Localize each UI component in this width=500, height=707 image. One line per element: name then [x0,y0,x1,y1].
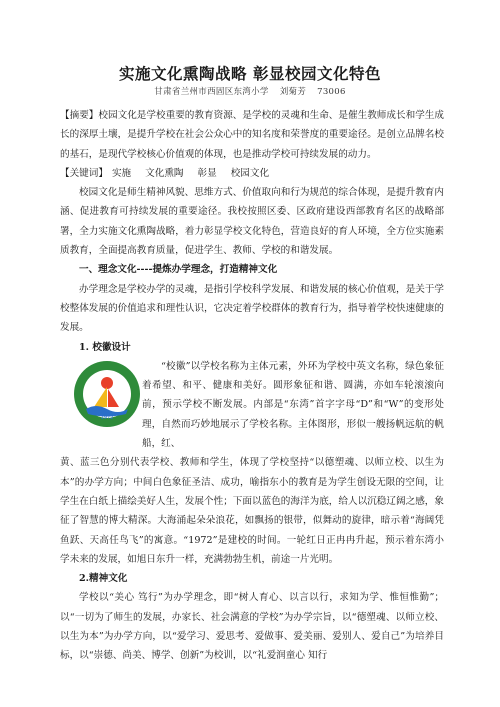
spirit-paragraph: 学校以“美心 笃行”为办学理念，即“树人育心、以言以行，求知为学、惟恒惟勤”；以“一切为了师生的发展，办家长、社会满意的学校”为办学宗旨，以“德塑魂、以师立校、以生为本”为办学方向，以“爱学习、爱思考、爱做事、爱美丽、爱别人、爱自己”为培养目标，以“崇德、尚美、博学、创新”为校训，以“礼爱润童心 知行 [60,592,444,662]
abstract-paragraph: 【摘要】校园文化是学校重要的教育资源、是学校的灵魂和生命、是催生教师成长和学生成长的深厚土壤，是提升学校在社会公众心中的知名度和荣誉度的重要途径。是创立品牌名校的基石，是现代学校核心价值观的体现，也是推动学校可持续发展的动力。 [60,110,444,160]
badge-paragraph-wrapped: “校徽”以学校名称为主体元素，外环为学校中英文名称，绿色象征着希望、和平、健康和美好。圆形象征和谐、圆满，亦如车轮滚滚向前，预示学校不断发展。内部是“东湾”首字字母“D”和“W”的变形处理，自然而巧妙地展示了学校名称。主体图形，形似一艘扬帆远航的帆船，红、 [142,360,444,450]
badge-block [60,357,444,453]
subsection-heading: 2.精神文化 [79,573,128,585]
byline [0,85,500,97]
school-badge-logo [72,359,142,429]
byline-zip: 73006 [317,87,346,97]
subsection-heading: 1. 校徽设计 [79,341,131,353]
keywords-label: 【关键词】 [60,167,108,179]
byline-author: 刘菊芳 [279,87,307,97]
page-title: 实施文化熏陶战略 彰显校园文化特色 [119,64,381,83]
section-heading: 一、理念文化----提炼办学理念，打造精神文化 [79,264,278,276]
byline-school: 甘肃省兰州市西固区东湾小学 [154,87,269,97]
keyword: 文化熏陶 [145,167,184,179]
badge-year: 1972 [100,414,114,421]
keyword: 实施 [111,167,132,179]
keyword: 彰显 [197,167,217,179]
keyword: 校园文化 [230,167,270,179]
section-paragraph: 办学理念是学校办学的灵魂，是指引学校科学发展、和谐发展的核心价值观，是关于学校整体发展的价值追求和理性认识，它决定着学校群体的教育行为，指导着学校快速健康的发展。 [60,283,444,334]
keywords-line [60,164,444,183]
intro-paragraph: 校园文化是师生精神风貌、思维方式、价值取向和行为规范的综合体现，是提升教育内涵、促进教育可持续发展的重要途径。我校按照区委、区政府建设西部教育名区的战略部署，全力实施文化熏陶战略，着力彰显学校文化特色，营造良好的育人环境，全方位实施素质教育，全面提高教育质量，促进学生、教师、学校的和谐发展。 [60,187,444,257]
badge-paragraph-continued: 黄、蓝三色分别代表学校、教师和学生，体现了学校坚持“以德塑魂、以师立校、以生为本”的办学方向；中间白色象征圣洁、成功，喻指东小的教育是为学生创设无限的空间，让学生在白纸上描绘美好人生，发展个性；下面以蓝色的海洋为底，给人以沉稳辽阔之感，象征了智慧的博大精深。大海涌起朵朵浪花，如飘扬的银带，似舞动的旋律，暗示着“海阔凭鱼跃、天高任鸟飞”的寓意。“1972”是建校的时间。一轮红日正冉冉升起，预示着东湾小学未来的发展，如旭日东升一样，充满勃勃生机，前途一片光明。 [60,457,444,565]
article-body [60,106,444,666]
